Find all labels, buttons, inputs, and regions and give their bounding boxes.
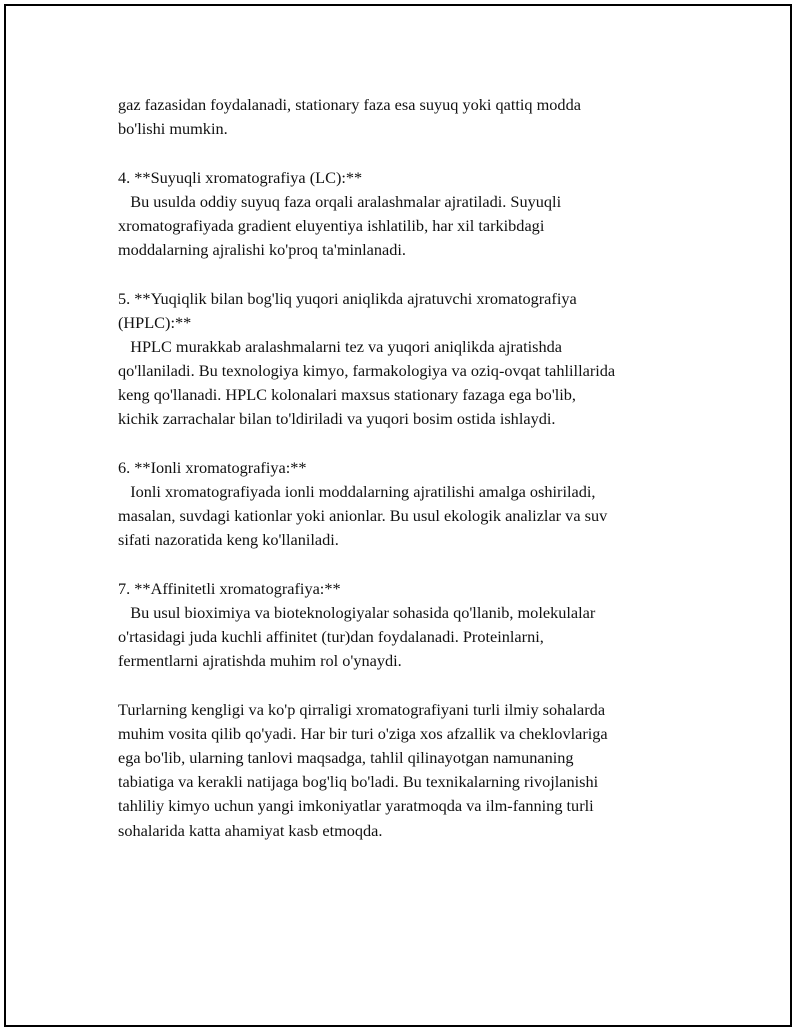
- section-affinity-chromatography: [118, 577, 698, 674]
- paragraph-conclusion: [118, 698, 698, 843]
- text-line: gaz fazasidan foydalanadi, stationary faza esa suyuq yoki qattiq modda: [118, 95, 581, 114]
- text-line: tahliliy kimyo uchun yangi imkoniyatlar yaratmoqda va ilm-fanning turli: [118, 796, 594, 816]
- text-line: qo'llaniladi. Bu texnologiya kimyo, farmakologiya va oziq-ovqat tahlillarida: [118, 361, 616, 381]
- section-heading: (HPLC):**: [118, 312, 192, 332]
- section-heading: 4. **Suyuqli xromatografiya (LC):**: [118, 167, 363, 187]
- text-line: masalan, suvdagi kationlar yoki anionlar. Bu usul ekologik analizlar va suv: [118, 506, 608, 526]
- paragraph-intro-continuation: [118, 93, 698, 141]
- section-heading: 7. **Affinitetli xromatografiya:**: [118, 578, 341, 598]
- text-line: moddalarning ajralishi ko'proq ta'minlanadi.: [118, 240, 407, 260]
- section-liquid-chromatography: [118, 166, 698, 263]
- section-heading: 6. **Ionli xromatografiya:**: [118, 457, 307, 477]
- document-body: [118, 93, 698, 843]
- text-line: muhim vosita qilib qo'yadi. Har bir turi o'ziga xos afzallik va cheklovlariga: [118, 723, 608, 743]
- text-line: xromatografiyada gradient eluyentiya ishlatilib, har xil tarkibdagi: [118, 215, 545, 235]
- section-ion-chromatography: [118, 456, 698, 553]
- text-line: Ionli xromatografiyada ionli moddalarning ajratilishi amalga oshiriladi,: [118, 482, 596, 501]
- section-heading: 5. **Yuqiqlik bilan bog'liq yuqori aniqlikda ajratuvchi xromatografiya: [118, 288, 577, 308]
- text-line: HPLC murakkab aralashmalarni tez va yuqori aniqlikda ajratishda: [118, 336, 562, 356]
- section-hplc: [118, 287, 698, 432]
- text-line: Bu usulda oddiy suyuq faza orqali aralashmalar ajratiladi. Suyuqli: [118, 191, 562, 211]
- text-line: fermentlarni ajratishda muhim rol o'ynaydi.: [118, 651, 402, 671]
- paragraph-gap: [118, 262, 698, 286]
- text-line: tabiatiga va kerakli natijaga bog'liq bo'ladi. Bu texnikalarning rivojlanishi: [118, 772, 599, 792]
- text-line: Turlarning kengligi va ko'p qirraligi xromatografiyani turli ilmiy sohalarda: [118, 699, 606, 719]
- text-line: Bu usul bioximiya va bioteknologiyalar sohasida qo'llanib, molekulalar: [118, 602, 596, 622]
- text-line: o'rtasidagi juda kuchli affinitet (tur)dan foydalanadi. Proteinlarni,: [118, 627, 544, 647]
- text-line: ega bo'lib, ularning tanlovi maqsadga, tahlil qilinayotgan namunaning: [118, 748, 574, 768]
- paragraph-gap: [118, 553, 698, 577]
- text-line: sifati nazoratida keng ko'llaniladi.: [118, 530, 339, 550]
- text-line: keng qo'llanadi. HPLC kolonalari maxsus stationary fazaga ega bo'lib,: [118, 385, 577, 405]
- text-line: kichik zarrachalar bilan to'ldiriladi va yuqori bosim ostida ishlaydi.: [118, 409, 556, 429]
- text-line: sohalarida katta ahamiyat kasb etmoqda.: [118, 820, 383, 840]
- text-line: bo'lishi mumkin.: [118, 119, 228, 139]
- paragraph-gap: [118, 141, 698, 165]
- paragraph-gap: [118, 674, 698, 698]
- paragraph-gap: [118, 432, 698, 456]
